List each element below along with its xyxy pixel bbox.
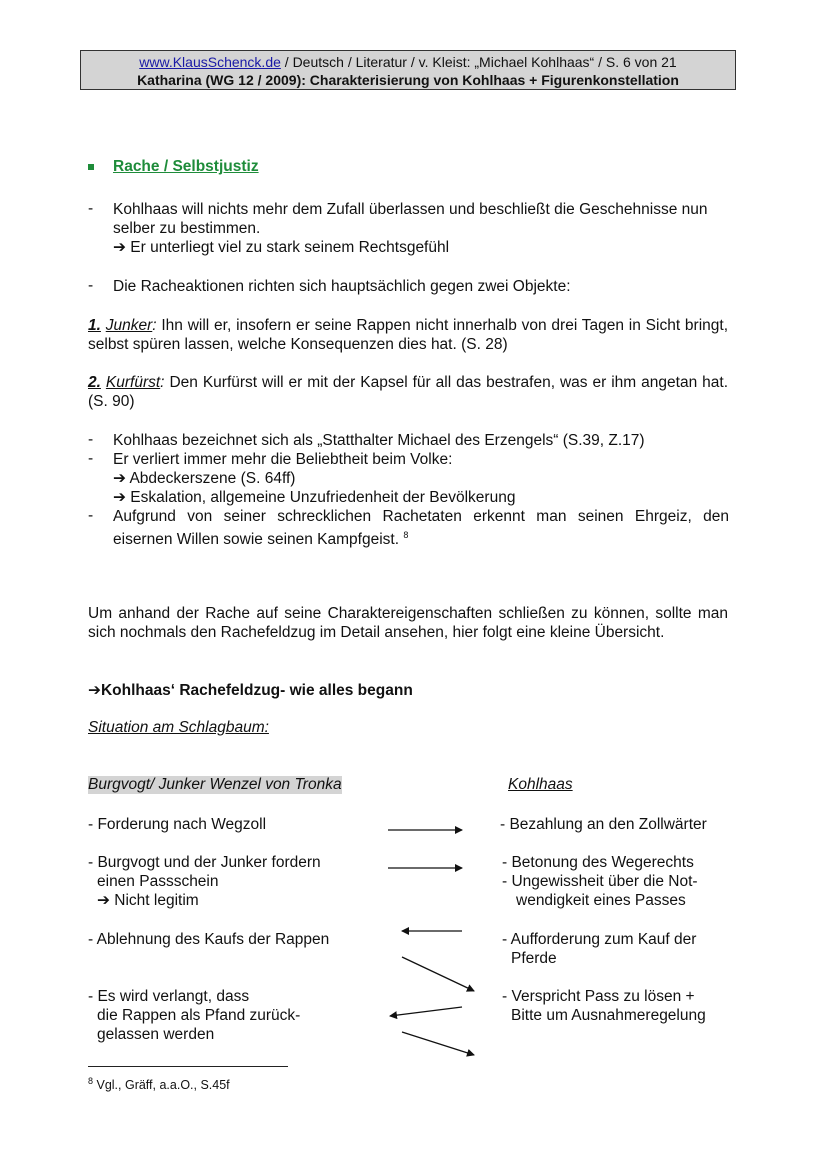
right-entry-4-b: Bitte um Ausnahmeregelung bbox=[511, 1007, 706, 1024]
dash-marker: - bbox=[88, 431, 94, 448]
site-link[interactable]: www.KlausSchenck.de bbox=[139, 54, 281, 70]
left-entry-1: - Forderung nach Wegzoll bbox=[88, 816, 267, 833]
left-entry-2-c: ➔ Nicht legitim bbox=[97, 892, 199, 909]
kurfuerst-colon: : bbox=[160, 374, 165, 391]
footnote bbox=[88, 1076, 230, 1092]
left-column-header: Burgvogt/ Junker Wenzel von Tronka bbox=[88, 776, 342, 793]
left-entry-3: - Ablehnung des Kaufs der Rappen bbox=[88, 931, 330, 948]
paragraph-1-text: Kohlhaas will nichts mehr dem Zufall überlassen und beschließt die Geschehnisse nun selber zu bestimmen. bbox=[113, 201, 708, 237]
right-entry-2-c: wendigkeit eines Passes bbox=[516, 892, 686, 909]
footnote-ref[interactable]: 8 bbox=[403, 530, 409, 540]
right-entry-2-a: - Betonung des Wegerechts bbox=[502, 854, 694, 871]
footnote-text: Vgl., Gräff, a.a.O., S.45f bbox=[93, 1078, 230, 1093]
dash-marker: - bbox=[88, 507, 94, 524]
junker-label: Junker bbox=[105, 317, 153, 334]
list-item-2-sub-2: ➔ Eskalation, allgemeine Unzufriedenheit der Bevölkerung bbox=[113, 489, 516, 506]
junker-text: Ihn will er, insofern er seine Rappen nicht innerhalb von drei Tagen in Sicht bringt, selbst spüren lassen, welche Konsequenzen dies hat. (S. 28) bbox=[88, 317, 728, 353]
junker-num: 1. bbox=[88, 317, 101, 334]
dash-marker: - bbox=[88, 450, 94, 467]
situation-label: Situation am Schlagbaum: bbox=[88, 719, 269, 736]
header-path: / Deutsch / Literatur / v. Kleist: „Michael Kohlhaas“ / S. 6 von 21 bbox=[280, 54, 677, 70]
paragraph-1-arrow: ➔ Er unterliegt viel zu stark seinem Rechtsgefühl bbox=[113, 239, 450, 256]
list-item-3-text: Aufgrund von seiner schrecklichen Rachetaten erkennt man seinen Ehrgeiz, den eisernen Willen sowie seinen Kampfgeist. bbox=[113, 508, 729, 549]
paragraph-2: Die Racheaktionen richten sich hauptsächlich gegen zwei Objekte: bbox=[113, 278, 571, 295]
junker-colon: : bbox=[152, 317, 157, 334]
left-entry-4-c: gelassen werden bbox=[97, 1026, 215, 1043]
right-entry-2-b: - Ungewissheit über die Not- bbox=[502, 873, 698, 890]
kurfuerst-label: Kurfürst bbox=[105, 374, 161, 391]
footnote-number: 8 bbox=[88, 1076, 94, 1086]
list-item-2-sub-1: ➔ Abdeckerszene (S. 64ff) bbox=[113, 470, 296, 487]
right-column-header: Kohlhaas bbox=[508, 776, 573, 793]
dash-marker: - bbox=[88, 277, 94, 294]
list-item-1: Kohlhaas bezeichnet sich als „Statthalter Michael des Erzengels“ (S.39, Z.17) bbox=[113, 432, 645, 449]
left-entry-4-b: die Rappen als Pfand zurück- bbox=[97, 1007, 301, 1024]
section-title: Rache / Selbstjustiz bbox=[113, 158, 259, 175]
arrow-down-right-icon bbox=[402, 1032, 474, 1055]
arrow-down-right-icon bbox=[402, 957, 474, 991]
intro-paragraph: Um anhand der Rache auf seine Charaktereigenschaften schließen zu können, sollte man sich nochmals den Rachefeldzug im Detail ansehen, hier folgt eine kleine Übersicht. bbox=[88, 605, 728, 641]
right-entry-1: - Bezahlung an den Zollwärter bbox=[500, 816, 707, 833]
kurfuerst-num: 2. bbox=[88, 374, 101, 391]
left-entry-2-b: einen Passschein bbox=[97, 873, 219, 890]
header-line-2: Katharina (WG 12 / 2009): Charakterisierung von Kohlhaas + Figurenkonstellation bbox=[137, 72, 679, 88]
kurfuerst-text: Den Kurfürst will er mit der Kapsel für all das bestrafen, was er ihm angetan hat. (S. 90) bbox=[88, 374, 728, 410]
list-item-2-text: Er verliert immer mehr die Beliebtheit beim Volke: bbox=[113, 451, 453, 468]
dash-marker: - bbox=[88, 200, 94, 217]
arrow-down-left-icon bbox=[390, 1007, 462, 1016]
left-entry-4-a: - Es wird verlangt, dass bbox=[88, 988, 250, 1005]
footnote-separator bbox=[88, 1066, 288, 1067]
right-entry-3-a: - Aufforderung zum Kauf der bbox=[502, 931, 697, 948]
subheading: ➔Kohlhaas‘ Rachefeldzug- wie alles begann bbox=[88, 682, 413, 699]
right-entry-4-a: - Verspricht Pass zu lösen + bbox=[502, 988, 695, 1005]
left-entry-2-a: - Burgvogt und der Junker fordern bbox=[88, 854, 321, 871]
right-entry-3-b: Pferde bbox=[511, 950, 557, 967]
